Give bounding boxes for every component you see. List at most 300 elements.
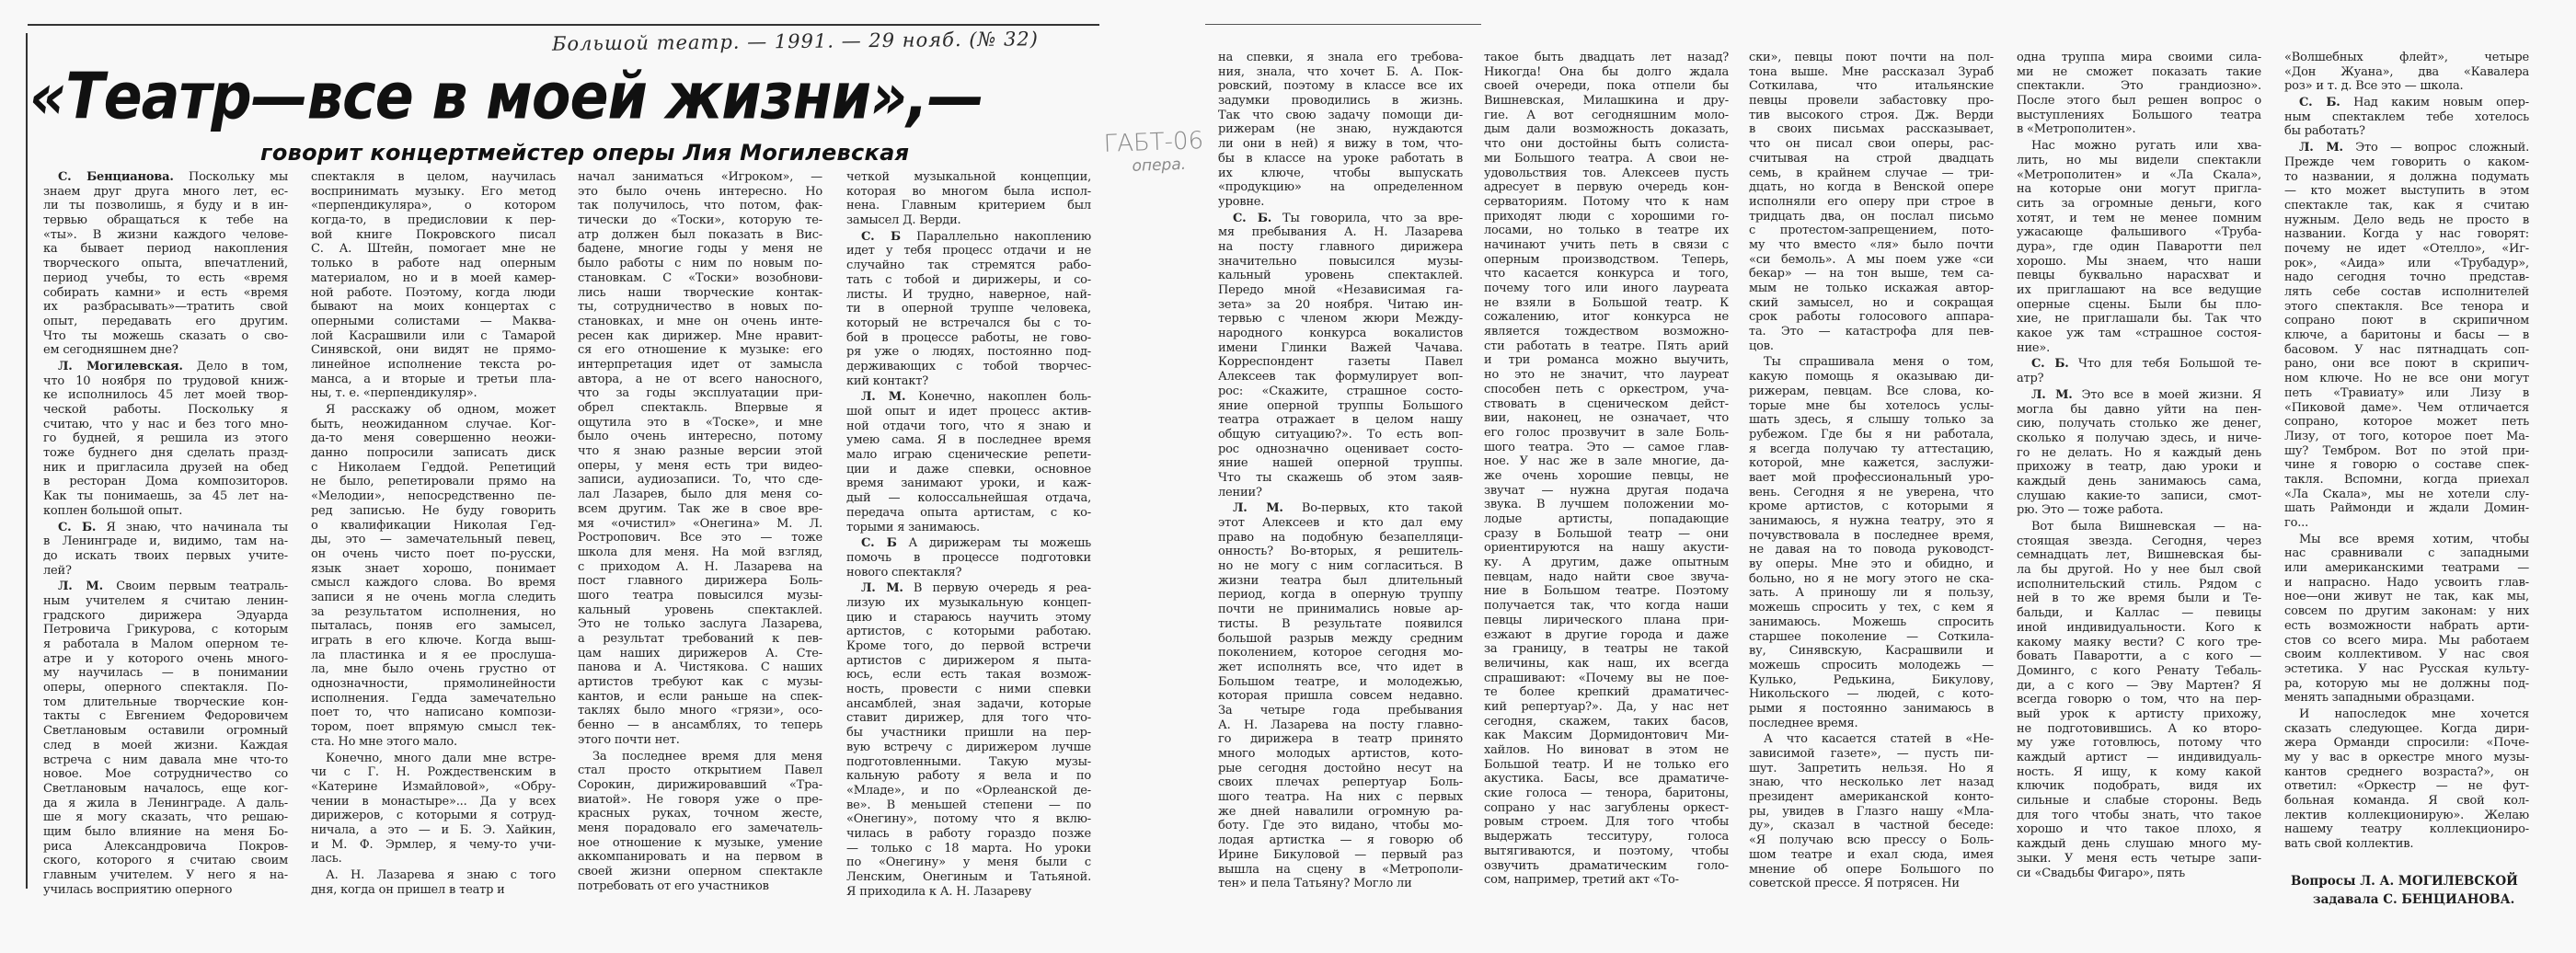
text-line: Так что свою задачу помощи ди- — [1218, 108, 1463, 122]
text-line: быть, неожиданном случае. Ког- — [311, 417, 556, 431]
text-line: он очень чисто поет по-русски, — [311, 546, 556, 561]
text-line: рю. Это — тоже работа. — [2017, 503, 2164, 518]
text-line: да-то меня совершенно неожи- — [311, 431, 556, 446]
text-line: Л. М. Это все в моей жизни. Я — [2031, 387, 2261, 402]
text-line: за границу, в театры не такой — [1484, 642, 1729, 657]
text-line: спектакли. Это грандиозно». — [2017, 79, 2261, 94]
text-line: шого театра. Это — самое глав- — [1484, 440, 1729, 454]
text-line: «Волшебных флейт», четыре — [2284, 51, 2529, 64]
text-line: какое уж там «страшное состоя- — [2017, 327, 2261, 341]
text-line: больная команда. Я свой кол- — [2284, 794, 2529, 809]
handwritten-source-note: Большой театр. — 1991. — 29 нояб. (№ 32) — [551, 28, 1040, 55]
article-column — [846, 170, 1091, 901]
text-line: вую встречу с дирижером лучше — [846, 740, 1091, 754]
text-line: ми Большого театра. А свои не- — [1484, 151, 1729, 166]
paragraph — [578, 170, 822, 748]
text-line: чении в монастыре»... Да у всех — [311, 794, 556, 809]
text-line: можешь спросить у тех, с кем я — [1749, 601, 1994, 615]
article-column — [311, 170, 556, 899]
text-line: такое быть двадцать лет назад? — [1484, 51, 1729, 64]
text-line: этот Алексеев и кто дал ему — [1218, 516, 1463, 530]
text-line: ответил: «Оркестр — не фут- — [2284, 779, 2529, 794]
text-line: почти не принимались новые ар- — [1218, 603, 1463, 617]
text-line: звучат — нужна другая подача — [1484, 483, 1729, 498]
text-line: записи я не очень могла следить — [311, 590, 556, 604]
text-line: ужасающе фальшивого «Труба- — [2017, 225, 2261, 240]
text-line: и три романса можно выучить, — [1484, 353, 1729, 368]
text-line: «Мелодии», непосредственно пе- — [311, 489, 556, 504]
text-line: Л. М. Это — вопрос сложный. — [2299, 141, 2530, 155]
text-line: бенно — в ансамблях, то теперь — [578, 718, 822, 733]
text-line: ды, это — замечательный певец, — [311, 533, 556, 547]
text-line: вень. Сегодня я не уверена, что — [1749, 485, 1994, 499]
text-line: езжают в другие города и даже — [1484, 627, 1729, 642]
text-line: замысел Д. Верди. — [846, 213, 961, 228]
article-column — [1218, 51, 1463, 893]
speaker-label: Л. М. — [2299, 141, 2343, 155]
text-line: президент американской конто- — [1749, 790, 1994, 805]
text-line: «Катерине Измайловой», «Обру- — [311, 779, 556, 794]
handwritten-archive-note — [1103, 127, 1204, 177]
text-line: лосами, но только в театре их — [1484, 224, 1729, 238]
text-line: Ты спрашивала меня о том, — [1764, 355, 1994, 370]
text-line: Мы все время хотим, чтобы — [2299, 532, 2529, 546]
text-line: За четыре года пребывания — [1218, 703, 1463, 718]
text-line: интерпретация идет от замысла — [578, 357, 822, 372]
text-line: оперы, оперного спектакля. По- — [43, 681, 288, 695]
paragraph — [846, 390, 1091, 534]
text-line: ние». — [2017, 340, 2051, 355]
text-line: ву оперы. Мне это и обидно, и — [1749, 557, 1994, 572]
text-line: Большом театре, и молодежью, — [1218, 674, 1463, 689]
text-line: яние нашей оперной труппы. — [1218, 456, 1463, 471]
text-line: Вот была Вишневская — на- — [2031, 520, 2261, 534]
text-line: почувствовала в последнее время, — [1749, 528, 1994, 543]
text-line: что я знаю разные версии этой — [578, 444, 822, 459]
text-line: оперным производством. Теперь, — [1484, 252, 1729, 267]
text-line: ся его отношение к музыке: его — [578, 343, 822, 358]
text-line: не было, репетировали прямо на — [311, 475, 556, 489]
text-line: Никогда! Она бы долго ждала — [1484, 64, 1729, 79]
text-line: ра, которую мы не должны под- — [2284, 676, 2529, 691]
text-line: вый урок к артисту прихожу, — [2017, 706, 2261, 721]
text-line: воспринимать музыку. Его метод — [311, 184, 556, 199]
text-line: Л. М. В первую очередь я реа- — [861, 581, 1092, 596]
paragraph — [2284, 96, 2529, 139]
text-line: сопрано поют в скрипичном — [2284, 314, 2529, 328]
text-line: Кроме того, до первой встречи — [846, 639, 1091, 653]
text-line: ры, увидев в Глазго нашу «Мла- — [1749, 804, 1994, 819]
text-line: много молодых артистов, кото- — [1218, 747, 1463, 761]
article-column — [2017, 51, 2261, 882]
text-line: кальную работу я вела и по — [846, 769, 1091, 784]
text-line: ем сегодняшнем дне? — [43, 343, 178, 358]
text-line: новое. Мое сотрудничество со — [43, 767, 288, 782]
text-line: рубежом. Где бы я ни работала, — [1749, 427, 1994, 442]
text-line: С. Б Параллельно накоплению — [861, 229, 1091, 244]
text-line: шать здесь, я слышу только за — [1749, 413, 1994, 428]
text-line: считывая на строй двадцать — [1749, 151, 1994, 166]
text-line: вой книге Покровского писал — [311, 227, 556, 242]
text-line: лей? — [43, 563, 72, 578]
text-line: старшее поколение — Соткила- — [1749, 629, 1994, 644]
text-line: кантов среднего возраста?», он — [2284, 764, 2529, 779]
paragraph — [311, 170, 556, 401]
text-line: ла пластинка и я ее прослуша- — [311, 648, 556, 662]
text-line: последнее время. — [1749, 716, 1858, 730]
text-line: Корреспондент газеты Павел — [1218, 355, 1463, 370]
text-line: ми не сможет показать такие — [2017, 64, 2261, 79]
text-line: как Максим Дормидонтович Ми- — [1484, 729, 1729, 743]
text-line: ней в то же время были и Те- — [2017, 591, 2261, 606]
text-line: ния, знала, что хочет Б. А. Пок- — [1218, 64, 1463, 79]
text-line: цию и стараюсь научить этому — [846, 610, 1091, 625]
text-line: могла бы давно уйти на пен- — [2017, 402, 2261, 417]
text-line: ным учителем я считаю ленин- — [43, 593, 288, 608]
text-line: сильные и слабые стороны. Ведь — [2017, 794, 2261, 809]
text-line: было работы с ним по новым по- — [578, 257, 822, 271]
text-line: ное—они живут не так, как мы, — [2284, 590, 2529, 604]
text-line: После этого был решен вопрос о — [2017, 94, 2261, 109]
byline — [2291, 872, 2518, 909]
text-line: было очень интересно, потому — [578, 430, 822, 444]
text-line: всем другим. Так же в свое вре- — [578, 501, 822, 516]
text-line: является тождеством возможно- — [1484, 325, 1729, 339]
speaker-label: Л. М. — [2031, 387, 2073, 402]
text-line: С. Б. Что для тебя Большой те- — [2031, 357, 2261, 372]
text-line: бывают на моих концертах с — [311, 300, 556, 315]
text-line: зать. А приношу ли я пользу, — [1749, 586, 1994, 601]
text-line: шу? Тембром. Вот по этой при- — [2284, 443, 2529, 458]
text-line: записи, аудиозаписи. То, что сде- — [578, 473, 822, 488]
text-line: и М. Ф. Эрмлер, я чему-то учи- — [311, 837, 556, 852]
text-line: си «Свадьбы Фигаро», пять — [2017, 866, 2185, 880]
subtitle: говорит концертмейстер оперы Лия Могилевская — [260, 140, 910, 166]
text-line: каждый день занимаюсь сама, — [2017, 474, 2261, 488]
text-line: которая пришла совсем недавно. — [1218, 689, 1463, 704]
text-line: юсь, если есть такая возмож- — [846, 668, 1091, 683]
text-line: Ростропович. Все это — тоже — [578, 531, 822, 545]
text-line: ку. А другим, даже опытным — [1484, 556, 1729, 570]
text-line: ключик подобрать, видя их — [2017, 779, 2261, 794]
text-line: театра отражает в целом нашу — [1218, 413, 1463, 428]
text-line: го... — [2284, 516, 2309, 530]
text-line: а результат требований к пев- — [578, 632, 822, 646]
text-line: меня порадовало его замечатель- — [578, 821, 822, 835]
text-line: своей жизни оперном спектакле — [578, 865, 822, 878]
text-line: артистов, с которыми работаю. — [846, 625, 1091, 639]
text-line: Большой театр. И не только его — [1484, 757, 1729, 772]
byline-questions: Вопросы Л. А. МОГИЛЕВСКОЙ — [2291, 874, 2518, 889]
text-line: Л. Могилевская. Дело в том, — [58, 359, 288, 373]
text-line: иной индивидуальности. Кого к — [2017, 620, 2261, 635]
text-line: прихожу в театр, даю уроки и — [2017, 460, 2261, 475]
text-line: своей очереди, пока отпели бы — [1484, 79, 1729, 94]
text-line: коплен большой опыт. — [43, 503, 183, 518]
text-line: лодая артистка — я говорю об — [1218, 833, 1463, 848]
text-line: «Дон Жуана», два «Кавалера — [2284, 64, 2529, 79]
text-line: Синявской, они видят не прямо- — [311, 343, 556, 358]
text-line: стал просто открытием Павел — [578, 764, 822, 778]
text-line: хорошо и что такое плохо, я — [2017, 822, 2261, 837]
text-line: му у вас в оркестре много музы- — [2284, 751, 2529, 764]
text-line: цам наших дирижеров А. Сте- — [578, 646, 822, 660]
text-line: «Младе», и по «Орлеанской де- — [846, 783, 1091, 798]
paragraph — [1749, 51, 1994, 353]
speaker-label: Л. М. — [1233, 501, 1283, 516]
left-page-border — [26, 33, 28, 889]
text-line: передача опыта артистам, с ко- — [846, 505, 1091, 520]
top-rule — [28, 24, 1099, 26]
text-line: стов со всего мира. Мы работаем — [2284, 633, 2529, 648]
text-line: период учебы, то есть «время — [43, 270, 288, 285]
paragraph — [1218, 212, 1463, 500]
text-line: встреча с ним давала мне что-то — [43, 752, 288, 767]
text-line: ка бывает период накопления — [43, 242, 288, 257]
text-line: Я приходила к А. Н. Лазареву — [846, 884, 1032, 899]
text-line: ста. Но мне этого мало. — [311, 734, 457, 749]
text-line: почему не идет «Отелло», «Иг- — [2284, 241, 2529, 256]
text-line: аккомпанировать и на первом в — [578, 850, 822, 865]
text-line: бой в процессе работы, не гово- — [846, 330, 1091, 345]
text-line: какую помощь я оказываю ди- — [1749, 370, 1994, 385]
text-line: сопрано у нас загублены оркест- — [1484, 800, 1729, 815]
text-line: хайлов. Но виноват в этом не — [1484, 743, 1729, 757]
text-line: чилась в работу гораздо позже — [846, 826, 1091, 841]
text-line: Я расскажу об одном, может — [326, 403, 556, 417]
text-line: ние в Большом театре. Поэтому — [1484, 584, 1729, 599]
text-line: шой опыт и идет процесс актив- — [846, 405, 1091, 419]
text-line: тоже буднего дня сделать празд- — [43, 446, 288, 461]
text-line: я работала в Малом оперном те- — [43, 637, 288, 651]
text-line: атр должен был показать в Вис- — [578, 227, 822, 242]
text-line: лить, но мы видели спектакли — [2017, 153, 2261, 167]
text-line: в Ленинграде и, видимо, там на- — [43, 534, 288, 549]
text-line: спектакля в целом, научилась — [311, 170, 556, 184]
text-line: исполняли его оперу при строе в — [1749, 194, 1994, 209]
text-line: те более крепкий драматичес- — [1484, 685, 1729, 700]
text-line: то названии, я должна подумать — [2284, 169, 2529, 184]
text-line: кроме артистов, с которыми я — [1749, 499, 1994, 514]
text-line: вает мой профессиональный уро- — [1749, 470, 1994, 485]
text-line: рано, они все поют в скрипич- — [2284, 357, 2529, 372]
text-line: умею сама. Я в последнее время — [846, 433, 1091, 448]
text-line: Нас можно ругать или хва- — [2031, 139, 2261, 154]
text-line: ной работе. Поэтому, когда люди — [311, 285, 556, 300]
text-line: слушаю какие-то записи, смот- — [2017, 488, 2261, 503]
text-line: семнадцать лет, Вишневская бы- — [2017, 548, 2261, 563]
text-line: вышла на сцену в «Метрополи- — [1218, 862, 1463, 877]
text-line: Светлановым началось, еще ког- — [43, 781, 288, 796]
text-line: нужным. Дело ведь не просто в — [2284, 212, 2529, 227]
text-line: тив высокого строя. Дж. Верди — [1749, 108, 1994, 122]
text-line: роз» и т. д. Все это — школа. — [2284, 79, 2464, 94]
text-line: почему того или иного лауреата — [1484, 281, 1729, 295]
text-line: выступлениях Большого театра — [2017, 108, 2261, 122]
text-line: о квалификации Николая Гед- — [311, 518, 556, 533]
paragraph — [1749, 732, 1994, 891]
text-line: мя «очистил» «Онегина» М. Л. — [578, 516, 822, 531]
paragraph — [846, 581, 1091, 899]
text-line: акустика. Басы, все драматиче- — [1484, 772, 1729, 787]
text-line: и напрасно. Надо усвоить глав- — [2284, 575, 2529, 590]
text-line: панова и А. Чистякова. С наших — [578, 660, 822, 675]
text-line: чине я говорю о составе спек- — [2284, 458, 2529, 473]
paragraph — [2284, 141, 2529, 531]
text-line: «Я получаю всю прессу о Боль- — [1749, 833, 1994, 848]
text-line: ред записью. Не буду говорить — [311, 503, 556, 518]
text-line: больно, но я не могу этого не ска- — [1749, 571, 1994, 586]
text-line: «ты». В жизни каждого челове- — [43, 227, 288, 242]
text-line: эстетика. У нас Русская культу- — [2284, 661, 2529, 676]
text-line: ду», сказал в частной беседе: — [1749, 819, 1994, 833]
text-line: сить за огромные деньги, кого — [2017, 196, 2261, 211]
text-line: ше я могу сказать, что решаю- — [43, 810, 288, 825]
text-line: Л. М. Во-первых, кто такой — [1233, 501, 1464, 516]
text-line: рос: «Скажите, страшное состо- — [1218, 384, 1463, 398]
text-line: названии. Когда у нас говорят: — [2284, 227, 2529, 242]
text-line: советской прессе. Я потрясен. Ни — [1749, 877, 1960, 891]
text-line: виатой». Не говоря уже о пре- — [578, 792, 822, 807]
text-line: линейное исполнение текста ро- — [311, 357, 556, 372]
paragraph — [2284, 533, 2529, 706]
text-line: что касается конкурса и того, — [1484, 267, 1729, 281]
article-column — [578, 170, 822, 895]
text-line: «Ла Скала», мы не хотели слу- — [2284, 487, 2529, 501]
text-line: ческой работы. Поскольку я — [43, 403, 288, 417]
text-line: — только с 18 марта. Но уроки — [846, 841, 1091, 855]
text-line: кий репертуар?». Да, у нас нет — [1484, 699, 1729, 714]
text-line: ное. У нас же в зале многие, да- — [1484, 454, 1729, 469]
speaker-label: С. Б. — [1233, 211, 1272, 225]
text-line: хие, не приглашали бы. Так что — [2017, 312, 2261, 327]
text-line: лой Касрашвили или с Тамарой — [311, 328, 556, 343]
text-line: же дней навалили огромную ра- — [1218, 804, 1463, 819]
text-line: подготовленными. Такую музы- — [846, 754, 1091, 769]
text-line: задумки проводились в жизнь. — [1218, 94, 1463, 109]
text-line: каждый день слушаю много му- — [2017, 837, 2261, 852]
text-line: начинают учить петь в связи с — [1484, 237, 1729, 252]
text-line: ди, а с кого — Эву Мартен? Я — [2017, 678, 2261, 693]
paragraph — [846, 230, 1091, 389]
archive-note-code: ГАБТ-06 — [1103, 127, 1204, 158]
text-line: «Метрополитен» и «Ла Скала», — [2017, 167, 2261, 182]
text-line: ровский, поэтому в классе все их — [1218, 79, 1463, 94]
text-line: на посту главного дирижера — [1218, 239, 1463, 254]
text-line: Сорокин, дирижировавший «Тра- — [578, 777, 822, 792]
text-line: го будней, я решила из этого — [43, 431, 288, 446]
text-line: чи с Г. Н. Рождественским в — [311, 765, 556, 780]
text-line: ощутила это в «Тоске», и мне — [578, 415, 822, 430]
text-line: рижерам, певцам. Все слова, ко- — [1749, 384, 1994, 398]
text-line: артистов требуют как с музы- — [578, 675, 822, 690]
text-line: их разбрасывать»—тратить свой — [43, 300, 288, 315]
text-line: нас сравнивали с западными — [2284, 546, 2529, 561]
text-line: ориентируются на нашу акусти- — [1484, 541, 1729, 556]
text-line: не взяли в Большой театр. К — [1484, 295, 1729, 310]
text-line: пост главного дирижера Боль- — [578, 574, 822, 589]
text-line: сопрано, которое может петь — [2284, 415, 2529, 430]
text-line: кальный уровень спектаклей. — [578, 603, 822, 617]
speaker-label: Л. Могилевская. — [58, 359, 183, 373]
text-line: певцам, надо найти свое звуча- — [1484, 569, 1729, 584]
text-line: мало играю сценические репети- — [846, 448, 1091, 463]
text-line: таклях было много «грязи», осо- — [578, 704, 822, 718]
text-line: Передо мной «Независимая га- — [1218, 283, 1463, 297]
text-line: его голос прозвучит в зале Боль- — [1484, 425, 1729, 440]
text-line: озвучить драматическим голо- — [1484, 858, 1729, 873]
text-line: что 10 ноября по трудовой книж- — [43, 373, 288, 388]
text-line: в «Метрополитен». — [2017, 122, 2136, 137]
archive-note-sub: опера. — [1132, 155, 1187, 176]
text-line: дирижеров, с которыми я сотруд- — [311, 809, 556, 823]
text-line: право на подобную безапелляци- — [1218, 530, 1463, 545]
text-line: способен петь с оркестром, уча- — [1484, 382, 1729, 396]
text-line: вии, наконец, не означает, что — [1484, 411, 1729, 426]
text-line: яние оперной труппы Большого — [1218, 398, 1463, 413]
text-line: совсем по другим законам: у них — [2284, 604, 2529, 619]
text-line: та. Это — катастрофа для пев- — [1749, 325, 1994, 339]
text-line: мнение об опере Большого по — [1749, 862, 1994, 877]
text-line: для того чтобы знать, что такое — [2017, 808, 2261, 822]
text-line: Л. М. Конечно, накоплен боль- — [861, 390, 1091, 405]
text-line: певцы лирического плана при- — [1484, 613, 1729, 627]
paragraph — [1218, 501, 1463, 891]
text-line: такля. Вспомни, когда приехал — [2284, 472, 2529, 487]
text-line: лять себе состав исполнителей — [2284, 285, 2529, 299]
text-line: ли они в ней) я вижу в том, что- — [1218, 137, 1463, 152]
text-line: тором, поет впрямую смысл тек- — [311, 720, 556, 735]
text-line: атр? — [2017, 372, 2044, 386]
speaker-label: Л. М. — [861, 581, 903, 596]
text-line: пыталась, поняв его замысел, — [311, 619, 556, 634]
text-line: нового спектакля? — [846, 565, 962, 580]
text-line: данно попросили записать диск — [311, 446, 556, 461]
text-line: кальный уровень спектаклей. — [1218, 269, 1463, 283]
text-line: мым не только искажая автор- — [1749, 281, 1994, 295]
text-line: ным спектаклем тебе хотелось — [2284, 109, 2529, 124]
text-line: ключе, а баритоны и басы — в — [2284, 328, 2529, 343]
text-line: ке исполнилось 45 лет моей твор- — [43, 388, 288, 403]
text-line: бы участники пришли на пер- — [846, 726, 1091, 741]
text-line: каждый артист — индивидуаль- — [2017, 751, 2261, 764]
text-line: дым дали возможность доказать, — [1484, 122, 1729, 137]
paragraph — [2017, 51, 2261, 137]
text-line: Доминго, с кого Ренату Тебаль- — [2017, 663, 2261, 678]
text-line: же очень хорошие певцы, не — [1484, 468, 1729, 483]
text-line: становках, и мне он очень инте- — [578, 314, 822, 328]
text-line: поет то, что написано компози- — [311, 706, 556, 720]
text-line: тен» и пела Татьяну? Могло ли — [1218, 877, 1412, 891]
text-line: хорошо. Мы знаем, что наши — [2017, 254, 2261, 269]
text-line: Ирине Бикуловой — первый раз — [1218, 847, 1463, 862]
text-line: зависимой газете», — пусть пи- — [1749, 747, 1994, 761]
text-line: ансамблей, зная задачи, которые — [846, 696, 1091, 711]
article-column — [43, 170, 288, 899]
paragraph — [43, 580, 288, 897]
text-line: манса, а и вторые и третьи пла- — [311, 372, 556, 386]
text-line: ти в оперной труппе человека, — [846, 302, 1091, 316]
text-line: лектив коллекционирую». Желаю — [2284, 808, 2529, 822]
text-line: одна труппа мира своими сила- — [2017, 51, 2261, 64]
text-line: удовольствия тов. Алексеев пусть — [1484, 166, 1729, 180]
text-line: торыми я занимаюсь. — [846, 520, 980, 534]
text-line: рижерам (не знаю, нуждаются — [1218, 122, 1463, 137]
text-line: петь «Травиату» или Лизу в — [2284, 385, 2529, 400]
text-line: рыми я постоянно занимаюсь в — [1749, 701, 1994, 716]
text-line: значительно повысился музы- — [1218, 254, 1463, 269]
speaker-label: С. Б — [861, 229, 901, 244]
